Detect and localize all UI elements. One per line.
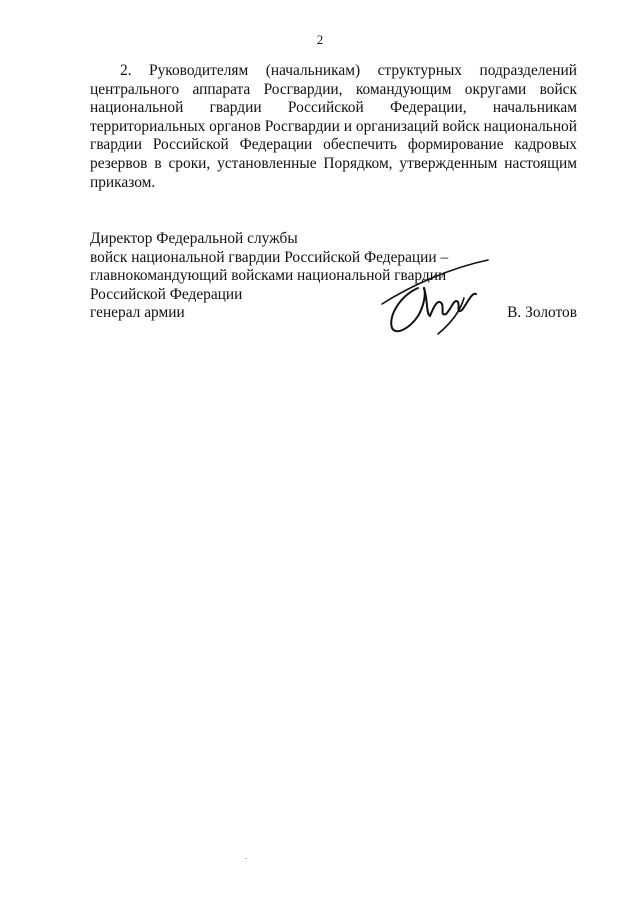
scan-artifact [245, 858, 247, 859]
signatory-title-line-4: Российской Федерации [90, 285, 243, 303]
signatory-title-line-1: Директор Федеральной службы [90, 230, 298, 247]
signatory-title-line-3: главнокомандующий войсками национальной гвардии [90, 267, 447, 285]
page-number: 2 [316, 32, 324, 47]
order-paragraph: 2. Руководителям (начальникам) структурных подразделений центрального аппарата Росгвардии, командующим округами войск национальной гвардии Российской Федерации, начальникам территориальных органов Росгвардии и организаций войск национальной гвардии Российской Федерации обеспечить формирование кадровых резервов в сроки, установленные Порядком, утвержденным настоящим приказом. [90, 62, 577, 191]
signatory-rank: генерал армии [90, 304, 185, 322]
handwritten-signature [380, 258, 490, 338]
signatory-name: В. Золотов [507, 304, 577, 321]
signatory-title-line-2: войск национальной гвардии Российской Федерации – [90, 248, 449, 266]
signature-block [90, 230, 577, 323]
